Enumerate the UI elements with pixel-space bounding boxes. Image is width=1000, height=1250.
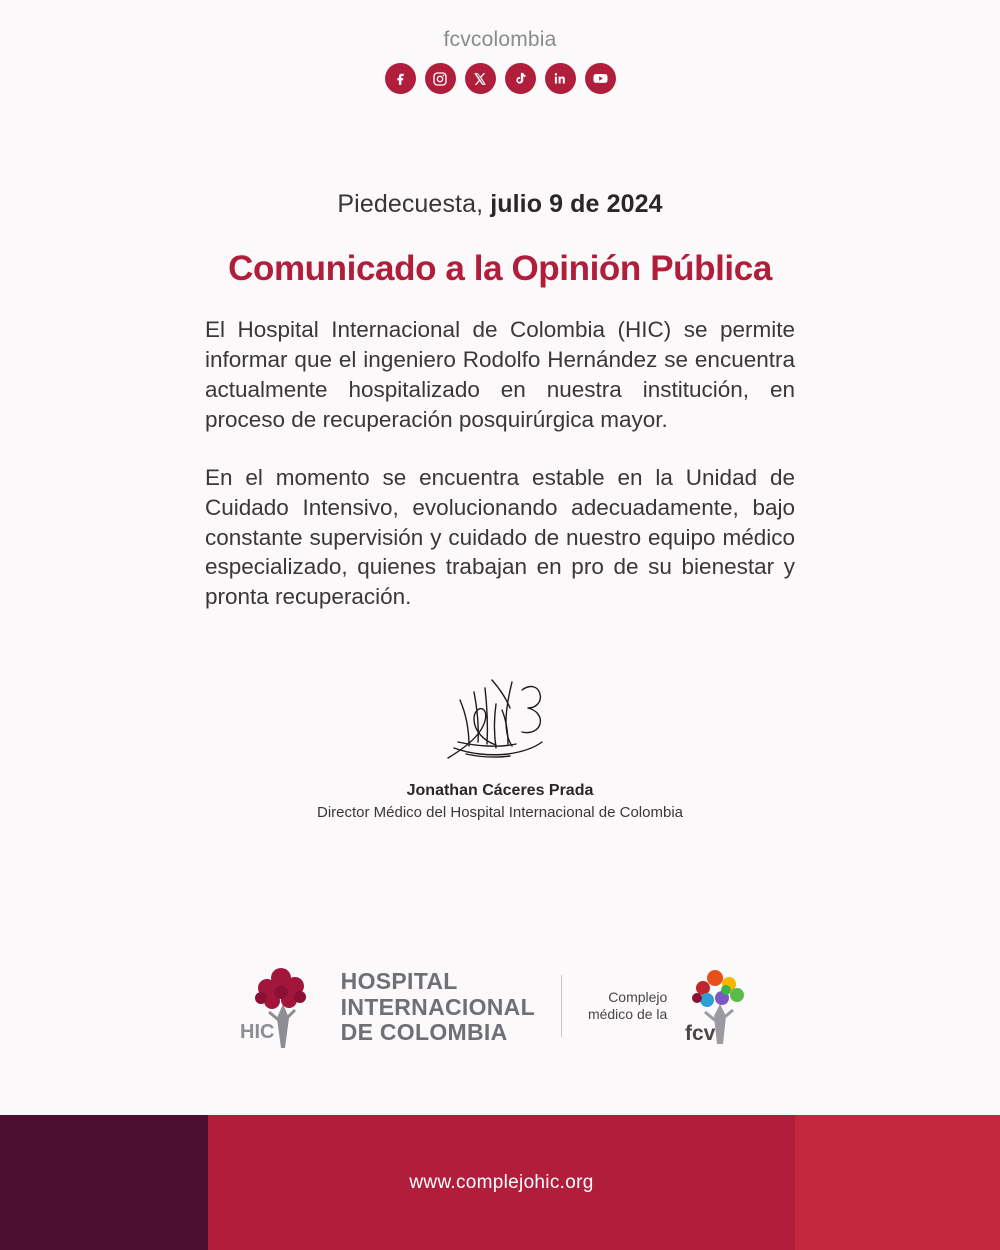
hic-logo [237,960,535,1052]
tiktok-icon[interactable] [505,63,536,94]
signatory-name: Jonathan Cáceres Prada [406,782,594,800]
footer-website-url[interactable]: www.complejohic.org [409,1171,594,1193]
social-header [0,0,1000,94]
footer-center-block [208,1115,795,1250]
hic-word-line3: DE COLOMBIA [340,1019,508,1046]
social-icon-row [0,63,1000,94]
hic-word-line1: HOSPITAL [340,967,458,994]
fcv-tree-icon [677,964,763,1048]
fcv-abbr-text: fcv [685,1022,716,1045]
footer-left-block [0,1115,208,1250]
hic-tree-icon [237,960,329,1052]
logo-divider [561,975,562,1037]
handwritten-signature-icon [430,670,570,780]
social-handle: fcvcolombia [443,28,557,51]
hic-word-line2: INTERNACIONAL [340,993,535,1020]
fcv-logo [588,964,763,1048]
dateline-date: julio 9 de 2024 [490,190,663,218]
footer-right-block [795,1115,1000,1250]
signature-block [205,670,795,821]
youtube-icon[interactable] [585,63,616,94]
logo-band [0,960,1000,1052]
instagram-icon[interactable] [425,63,456,94]
signatory-role: Director Médico del Hospital Internacional de Colombia [316,804,683,822]
fcv-kicker [588,989,667,1024]
hic-abbr-text: HIC [239,1021,275,1043]
x-twitter-icon[interactable] [465,63,496,94]
footer [0,1115,1000,1250]
linkedin-icon[interactable] [545,63,576,94]
dateline [205,190,795,219]
paragraph-2: En el momento se encuentra estable en la Unidad de Cuidado Intensivo, evolucionando adecuadamente, bajo constante supervisión y cuidado de nuestro equipo médico especializado, quienes trabajan en pro de su bienestar y pronta recuperación. [205,464,795,610]
fcv-kicker-line1: Complejo [608,988,668,1005]
dateline-place: Piedecuesta, [337,190,484,218]
hic-wordmark [341,969,535,1052]
paragraph-1: El Hospital Internacional de Colombia (HIC) se permite informar que el ingeniero Rodolfo Hernández se encuentra actualmente hospitalizado en nuestra institución, en proceso de recuperación posquirúrgica mayor. [205,317,795,432]
fcv-kicker-line2: médico de la [587,1006,668,1022]
statement-body [205,94,795,821]
page-title: Comunicado a la Opinión Pública [228,249,772,288]
facebook-icon[interactable] [385,63,416,94]
